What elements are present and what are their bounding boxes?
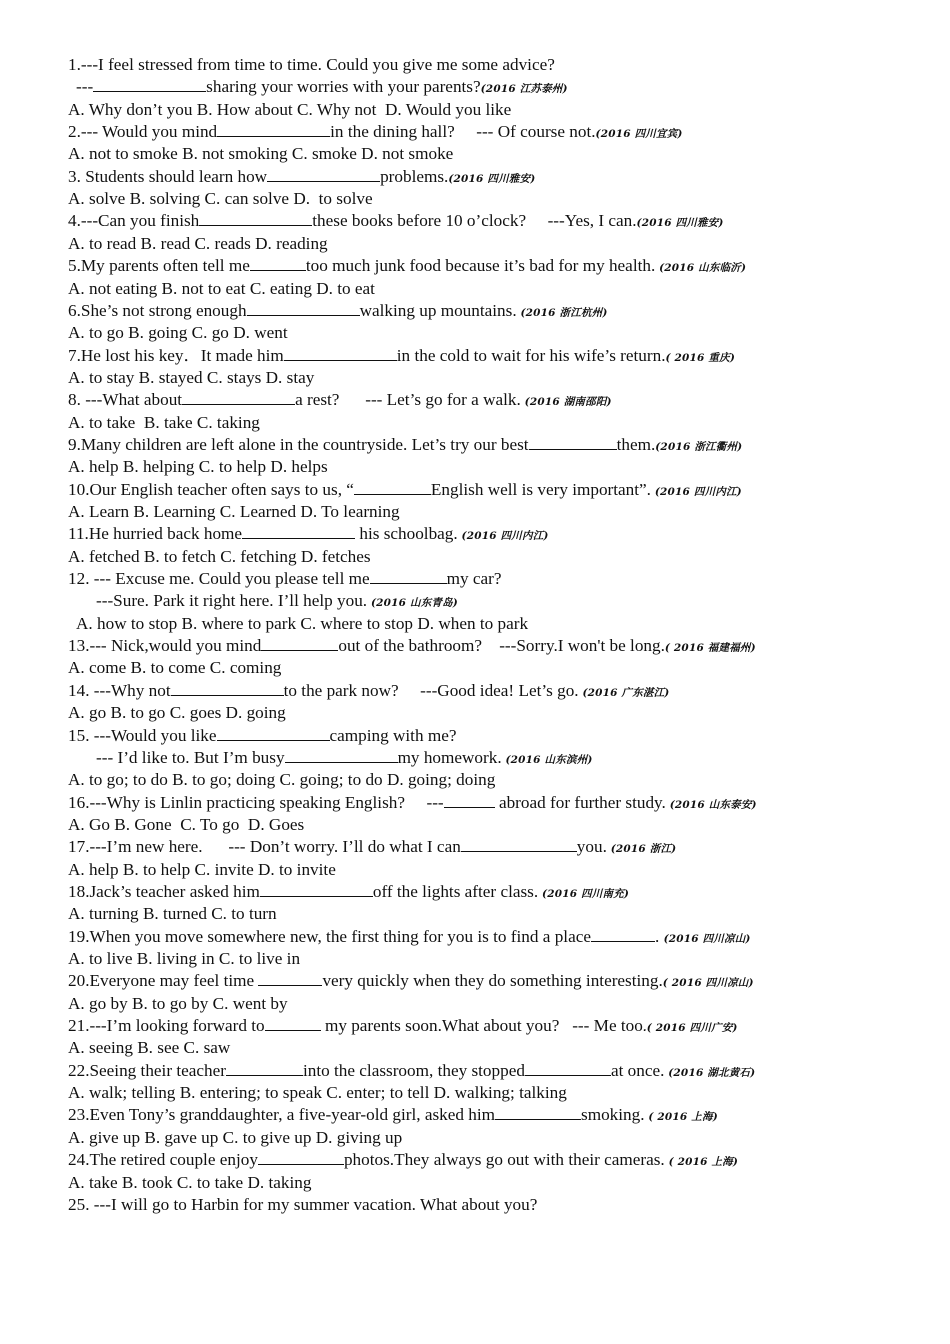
answer-options [68, 99, 511, 121]
answer-blank [247, 300, 360, 316]
line-text: off the lights after class. [372, 881, 539, 901]
answer-options [68, 278, 375, 300]
line-text: his schoolbag. [355, 524, 458, 544]
answer-blank [444, 792, 495, 808]
question-line [68, 434, 742, 458]
answer-options [68, 948, 300, 970]
line-text: A. to go B. going C. go D. went [68, 323, 288, 343]
answer-blank [182, 389, 295, 405]
answer-options [68, 456, 328, 478]
line-text: 7.He lost his key．It made him [68, 345, 284, 365]
answer-blank [93, 76, 206, 92]
line-text: 9.Many children are left alone in the countryside. Let’s try our best [68, 434, 529, 454]
question-line [68, 792, 757, 816]
line-text: into the classroom, they stopped [302, 1060, 525, 1080]
question-line [68, 166, 535, 190]
line-text: 6.She’s not strong enough [68, 300, 247, 320]
source-note: (2016 江苏泰州) [480, 83, 568, 96]
answer-options [68, 412, 260, 434]
answer-blank [261, 635, 338, 651]
answer-blank [495, 1104, 581, 1120]
line-text: 14. ---Why not [68, 680, 171, 700]
question-line [68, 479, 742, 503]
line-text: out of the bathroom? ---Sorry.I won't be long. [338, 636, 665, 656]
line-text: A. to live B. living in C. to live in [68, 949, 301, 968]
line-text: problems. [380, 166, 449, 186]
answer-blank [525, 1060, 611, 1076]
answer-options [68, 501, 400, 523]
line-text: A. turning B. turned C. to turn [68, 904, 277, 924]
line-text: abroad for further study. [494, 792, 666, 812]
source-note: (2016 山东青岛) [367, 597, 458, 610]
line-text: 19.When you move somewhere new, the first thing for you is to find a place [68, 926, 591, 946]
question-line [68, 210, 724, 234]
line-text: 17.---I’m new here. --- Don’t worry. I’ll do what I can [68, 837, 461, 857]
line-text: 4.---Can you finish [68, 211, 200, 231]
line-text: 13.--- Nick,would you mind [68, 636, 262, 656]
line-text: A. seeing B. see C. saw [68, 1038, 231, 1058]
line-text: walking up mountains. [359, 300, 517, 320]
answer-blank [258, 1149, 344, 1165]
question-line [68, 121, 683, 145]
line-text: 24.The retired couple enjoy [68, 1150, 258, 1170]
answer-blank [461, 836, 577, 852]
line-text: A. give up B. gave up C. to give up D. giving up [68, 1127, 403, 1147]
answer-blank [199, 210, 312, 226]
source-note: (2016 浙江) [606, 843, 677, 856]
line-text: in the cold to wait for his wife’s return. [396, 345, 666, 365]
line-text: A. not eating B. not to eat C. eating D. to eat [68, 278, 375, 298]
source-note: (2016 湖南邵阳) [520, 396, 612, 409]
source-note: (2016 山东临沂) [655, 262, 747, 275]
question-line [68, 1194, 537, 1216]
line-text: A. walk; telling B. entering; to speak C. enter; to tell D. walking; talking [68, 1083, 567, 1103]
line-text: . [654, 926, 664, 946]
line-text: too much junk food because it’s bad for my health. [305, 256, 656, 276]
line-text: my parents soon.What about you? --- Me too [320, 1016, 643, 1036]
answer-options [68, 769, 495, 791]
source-note: (2016 浙江衢州) [655, 440, 743, 453]
question-line [68, 1104, 718, 1128]
source-note: (2016 四川凉山) [663, 932, 751, 945]
answer-options [68, 233, 328, 255]
line-text: 20.Everyone may feel time [68, 971, 259, 991]
answer-options [68, 1172, 311, 1194]
answer-options [68, 546, 371, 568]
line-text: A. to stay B. stayed C. stays D. stay [68, 367, 315, 387]
source-note: (2016 湖北黄石) [664, 1066, 756, 1079]
question-line [76, 76, 568, 100]
line-text: A. help B. helping C. to help D. helps [68, 457, 328, 477]
answer-blank [217, 121, 330, 137]
line-text: A. to go; to do B. to go; doing C. going; to do D. going; doing [68, 770, 496, 790]
line-text: at once. [610, 1060, 665, 1080]
answer-blank [285, 747, 398, 763]
source-note: (2016 四川南充) [538, 887, 630, 900]
line-text: in the dining hall? --- Of course not. [330, 122, 596, 142]
source-note: ( 2016 重庆) [665, 351, 735, 364]
answer-options [68, 188, 373, 210]
line-text: A. Why don’t you B. How about C. Why not D. Would you like [68, 99, 512, 119]
line-text: very quickly when they do something interesting. [322, 971, 663, 991]
answer-options [68, 1082, 567, 1104]
source-note: (2016 四川雅安) [636, 217, 724, 230]
answer-blank [250, 255, 306, 271]
question-line [68, 635, 756, 659]
line-text: them. [616, 434, 656, 454]
answer-options [68, 322, 288, 344]
line-text: my homework. [397, 747, 502, 767]
answer-options [68, 859, 336, 881]
line-text: A. to take B. take C. taking [68, 412, 260, 432]
line-text: photos.They always go out with their cameras. [343, 1150, 665, 1170]
line-text: 11.He hurried back home [68, 524, 243, 544]
line-text: a rest? --- Let’s go for a walk. [295, 390, 521, 410]
question-line [68, 300, 608, 324]
line-text: A. Go B. Gone C. To go D. Goes [68, 814, 305, 834]
line-text: 3. Students should learn how [68, 166, 268, 186]
line-text: 12. --- Excuse me. Could you please tell me [68, 569, 370, 589]
line-text: my car? [446, 569, 502, 589]
answer-blank [242, 523, 355, 539]
answer-options [68, 702, 286, 724]
source-note: .( 2016 四川广安) [642, 1022, 738, 1035]
source-note: ( 2016 上海) [664, 1156, 739, 1169]
question-line [68, 345, 735, 369]
answer-blank [258, 970, 322, 986]
line-text: to the park now? ---Good idea! Let’s go. [283, 680, 579, 700]
answer-options [68, 903, 277, 925]
source-note: (2016 四川内江) [650, 485, 742, 498]
question-line [68, 1149, 738, 1173]
line-text: A. come B. to come C. coming [68, 658, 282, 678]
answer-blank [265, 1015, 321, 1031]
question-line [68, 1015, 738, 1039]
line-text: 2.--- Would you mind [68, 122, 218, 142]
line-text: 22.Seeing their teacher [68, 1060, 226, 1080]
answer-options [68, 993, 288, 1015]
question-line [68, 680, 669, 704]
question-line [96, 747, 593, 771]
question-line [68, 926, 751, 950]
line-text: A. to read B. read C. reads D. reading [68, 233, 328, 253]
answer-options [76, 613, 528, 635]
question-line [68, 255, 746, 279]
line-text: English well is very important”. [430, 479, 651, 499]
source-note: (2016 四川雅安) [448, 172, 536, 185]
answer-blank [529, 434, 617, 450]
answer-blank [226, 1060, 303, 1076]
line-text: A. how to stop B. where to park C. where to stop D. when to park [76, 613, 529, 633]
line-text: sharing your worries with your parents? [206, 77, 481, 97]
line-text: A. not to smoke B. not smoking C. smoke D. not smoke [68, 144, 454, 164]
line-text: 18.Jack’s teacher asked him [68, 881, 260, 901]
answer-options [68, 143, 453, 165]
line-text: 1.---I feel stressed from time to time. Could you give me some advice? [68, 55, 555, 74]
source-note: ( 2016 上海) [644, 1111, 718, 1124]
line-text: ---Sure. Park it right here. I’ll help you. [96, 591, 368, 611]
line-text: these books before 10 o’clock? ---Yes, I can. [312, 211, 637, 231]
answer-blank [267, 166, 380, 182]
source-note: ( 2016 福建福州) [664, 642, 756, 655]
question-line [68, 389, 612, 413]
question-line [68, 523, 549, 547]
line-text: A. solve B. solving C. can solve D. to solve [68, 189, 373, 209]
line-text: 10.Our English teacher often says to us, “ [68, 479, 354, 499]
source-note: (2016 山东泰安) [665, 798, 757, 811]
source-note: (2016 四川内江) [457, 530, 549, 543]
answer-options [68, 1127, 402, 1149]
answer-options [68, 367, 314, 389]
question-line [68, 836, 676, 860]
source-note: (2016 浙江杭州) [516, 306, 608, 319]
answer-options [68, 1037, 230, 1059]
question-line [68, 1060, 755, 1084]
answer-blank [354, 479, 431, 495]
line-text: 16.---Why is Linlin practicing speaking English? --- [68, 792, 444, 812]
line-text: --- I’d like to. But I’m busy [96, 747, 285, 767]
line-text: smoking. [581, 1105, 645, 1125]
answer-options [68, 657, 281, 679]
question-line [68, 725, 456, 747]
question-line [68, 970, 754, 994]
source-note: (2016 广东湛江) [578, 686, 670, 699]
answer-blank [370, 568, 447, 584]
line-text: A. help B. to help C. invite D. to invite [68, 859, 336, 879]
answer-options [68, 814, 304, 836]
line-text: 21.---I’m looking forward to [68, 1016, 265, 1036]
line-text: A. fetched B. to fetch C. fetching D. fetches [68, 546, 371, 566]
answer-blank [171, 680, 284, 696]
question-line [96, 590, 458, 614]
line-text: A. Learn B. Learning C. Learned D. To learning [68, 502, 400, 521]
question-line [68, 568, 502, 590]
source-note: ( 2016 四川凉山) [662, 977, 754, 990]
line-text: 25. ---I will go to Harbin for my summer vacation. What about you? [68, 1194, 538, 1214]
line-text: A. take B. took C. to take D. taking [68, 1172, 312, 1192]
line-text: A. go by B. to go by C. went by [68, 993, 288, 1013]
line-text: --- [76, 77, 94, 97]
line-text: you. [576, 837, 607, 857]
question-line [68, 881, 629, 905]
line-text: 8. ---What about [68, 390, 183, 410]
source-note: (2016 山东滨州) [501, 753, 593, 766]
answer-blank [217, 725, 330, 741]
line-text: camping with me? [329, 725, 457, 745]
source-note: (2016 四川宜宾) [595, 128, 683, 141]
answer-blank [591, 926, 655, 942]
line-text: 15. ---Would you like [68, 725, 217, 745]
answer-blank [284, 345, 397, 361]
answer-blank [260, 881, 373, 897]
line-text: 23.Even Tony’s granddaughter, a five-year-old girl, asked him [68, 1105, 496, 1125]
line-text: 5.My parents often tell me [68, 256, 250, 276]
question-line [68, 54, 555, 76]
line-text: A. go B. to go C. goes D. going [68, 703, 286, 723]
